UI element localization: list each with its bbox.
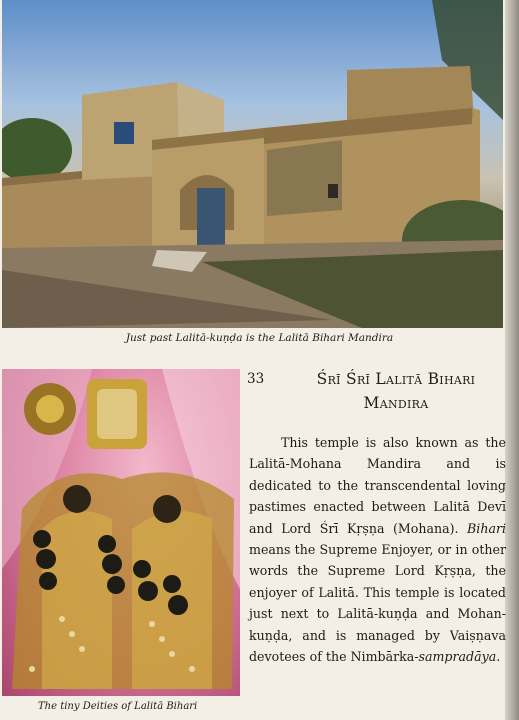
body-emphasis-bihari: Bihari xyxy=(467,520,506,536)
body-text-part-3: . xyxy=(496,649,501,665)
body-text-part-1: This temple is also known as the Lalitā-Mohana Mandira and is dedicated to the transcendental loving pastimes enacted between Lalitā Devī and Lord Śrī Kṛṣṇa (Mohana). xyxy=(249,435,506,536)
temple-illustration xyxy=(2,0,503,328)
section-title-line-1: Śrī Śrī Lalitā Bihari xyxy=(316,370,476,388)
deities-photo-caption: The tiny Deities of Lalitā Bihari xyxy=(38,701,198,712)
temple-photo xyxy=(2,0,503,328)
temple-photo-caption: Just past Lalitā-kuṇḍa is the Lalitā Bihari Mandira xyxy=(125,332,394,344)
body-paragraph xyxy=(249,432,506,667)
body-text-part-2: means the Supreme Enjoyer, or in other words the Supreme Lord Kṛṣṇa, the enjoyer of Lalitā. This temple is located just next to Lalitā-kuṇḍa and Mohan-kuṇḍa, and is managed by Vaiṣṇava devotees of the Nimbārka- xyxy=(249,542,506,665)
deities-illustration xyxy=(2,369,240,696)
section-title-line-2: Mandira xyxy=(363,394,429,412)
paragraph xyxy=(249,432,506,667)
body-emphasis-sampradaya: sampradāya xyxy=(418,649,497,665)
section-title xyxy=(290,367,502,415)
section-number: 33 xyxy=(247,371,265,387)
page-edge xyxy=(505,0,519,720)
deities-photo xyxy=(2,369,240,696)
